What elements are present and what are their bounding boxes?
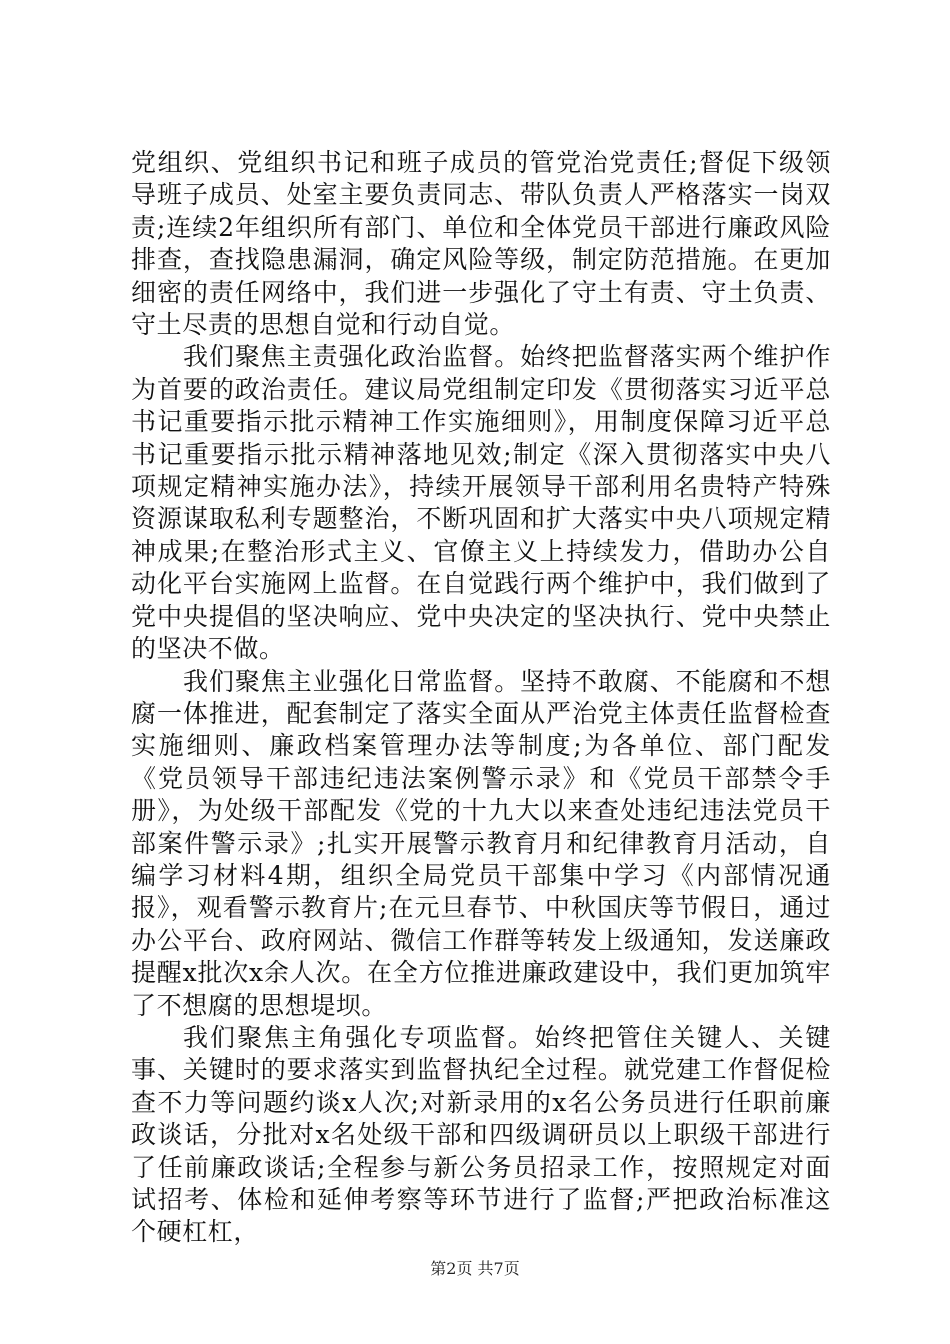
page-number-footer bbox=[0, 1256, 950, 1279]
paragraph-1: 党组织、党组织书记和班子成员的管党治党责任;督促下级领导班子成员、处室主要负责同志、带队负责人严格落实一岗双责;连续2年组织所有部门、单位和全体党员干部进行廉政风险排查，查找隐患漏洞，确定风险等级，制定防范措施。在更加细密的责任网络中，我们进一步强化了守土有责、守土负责、守土尽责的思想自觉和行动自觉。 bbox=[131, 148, 831, 340]
paragraph-3: 我们聚焦主业强化日常监督。坚持不敢腐、不能腐和不想腐一体推进，配套制定了落实全面从严治党主体责任监督检查实施细则、廉政档案管理办法等制度;为各单位、部门配发《党员领导干部违纪违法案例警示录》和《党员干部禁令手册》，为处级干部配发《党的十九大以来查处违纪违法党员干部案件警示录》;扎实开展警示教育月和纪律教育月活动，自编学习材料4期，组织全局党员干部集中学习《内部情况通报》，观看警示教育片;在元旦春节、中秋国庆等节假日，通过办公平台、政府网站、微信工作群等转发上级通知，发送廉政提醒x批次x余人次。在全方位推进廉政建设中，我们更加筑牢了不想腐的思想堤坝。 bbox=[131, 666, 831, 1020]
page-number-label: 第2页 共7页 bbox=[430, 1259, 520, 1278]
paragraph-4: 我们聚焦主角强化专项监督。始终把管住关键人、关键事、关键时的要求落实到监督执纪全过程。就党建工作督促检查不力等问题约谈x人次;对新录用的x名公务员进行任职前廉政谈话，分批对x名处级干部和四级调研员以上职级干部进行了任前廉政谈话;全程参与新公务员招录工作，按照规定对面试招考、体检和延伸考察等环节进行了监督;严把政治标准这个硬杠杠， bbox=[131, 1022, 831, 1247]
paragraph-2: 我们聚焦主责强化政治监督。始终把监督落实两个维护作为首要的政治责任。建议局党组制定印发《贯彻落实习近平总书记重要指示批示精神工作实施细则》，用制度保障习近平总书记重要指示批示精神落地见效;制定《深入贯彻落实中央八项规定精神实施办法》，持续开展领导干部利用名贵特产特殊资源谋取私利专题整治，不断巩固和扩大落实中央八项规定精神成果;在整治形式主义、官僚主义上持续发力，借助办公自动化平台实施网上监督。在自觉践行两个维护中，我们做到了党中央提倡的坚决响应、党中央决定的坚决执行、党中央禁止的坚决不做。 bbox=[131, 342, 831, 664]
document-body bbox=[131, 147, 831, 1249]
